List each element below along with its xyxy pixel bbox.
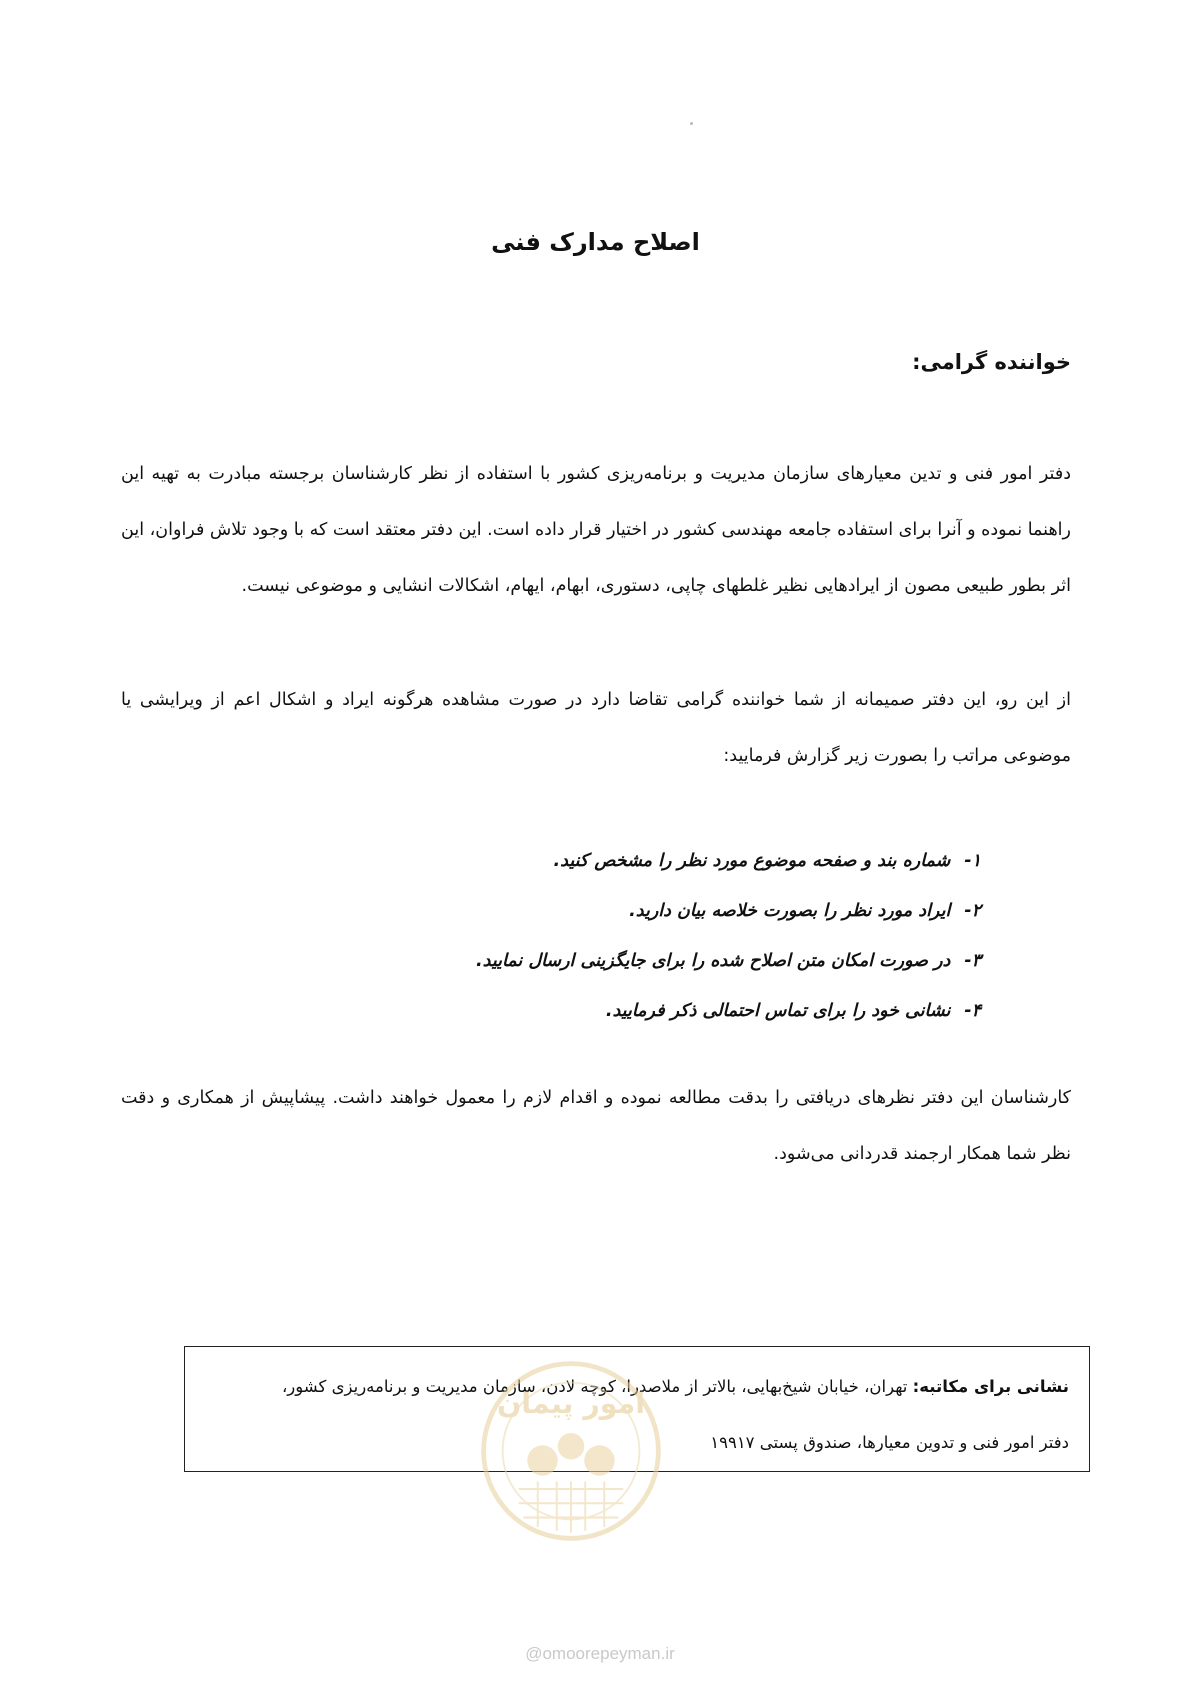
watermark-text: امور پیمان: [496, 1387, 646, 1420]
list-item-text: در صورت امکان متن اصلاح شده را برای جایگزینی ارسال نمایید.: [475, 951, 951, 971]
list-item: [221, 936, 981, 986]
list-item: [221, 886, 981, 936]
watermark-seal: [476, 1356, 666, 1546]
salutation: خواننده گرامی:: [912, 350, 1071, 374]
address-label: نشانی برای مکاتبه:: [912, 1377, 1069, 1396]
list-item-number: ۱-: [964, 851, 981, 871]
list-item: [221, 986, 981, 1036]
scan-speck: [690, 122, 693, 125]
website-watermark: @omoorepeyman.ir: [525, 1644, 675, 1663]
request-paragraph: از این رو، این دفتر صمیمانه از شما خواننده گرامی تقاضا دارد در صورت مشاهده هرگونه ایراد و اشکال اعم از ویرایشی یا موضوعی مراتب را بصورت زیر گزارش فرمایید:: [121, 690, 1071, 766]
closing-paragraph: کارشناسان این دفتر نظرهای دریافتی را بدقت مطالعه نموده و اقدام لازم را معمول خواهند داشت. پیشاپیش از همکاری و دقت نظر شما همکار ارجمند قدردانی می‌شود.: [121, 1088, 1071, 1164]
list-item-number: ۲-: [964, 901, 981, 921]
list-item-text: نشانی خود را برای تماس احتمالی ذکر فرمایید.: [605, 1001, 951, 1021]
list-item-text: ایراد مورد نظر را بصورت خلاصه بیان دارید.: [629, 901, 951, 921]
instructions-list: [221, 836, 981, 1036]
page-title: اصلاح مدارک فنی: [491, 228, 700, 256]
list-item: [221, 836, 981, 886]
list-item-number: ۳-: [964, 951, 981, 971]
address-line-2: دفتر امور فنی و تدوین معیارها، صندوق پستی ۱۹۹۱۷: [710, 1433, 1069, 1452]
address-text-1: تهران، خیابان شیخ‌بهایی، بالاتر از ملاصدرا، کوچه لادن، سازمان مدیریت و برنامه‌ریزی کشور،: [281, 1377, 908, 1396]
intro-paragraph: دفتر امور فنی و تدین معیارهای سازمان مدیریت و برنامه‌ریزی کشور با استفاده از نظر کارشناسان برجسته مبادرت به تهیه این راهنما نموده و آنرا برای استفاده جامعه مهندسی کشور در اختیار قرار داده است. این دفتر معتقد است که با وجود تلاش فراوان، این اثر بطور طبیعی مصون از ایرادهایی نظیر غلطهای چاپی، دستوری، ابهام، ایهام، اشکالات انشایی و موضوعی نیست.: [121, 464, 1071, 596]
list-item-number: ۴-: [964, 1001, 981, 1021]
list-item-text: شماره بند و صفحه موضوع مورد نظر را مشخص کنید.: [553, 851, 951, 871]
